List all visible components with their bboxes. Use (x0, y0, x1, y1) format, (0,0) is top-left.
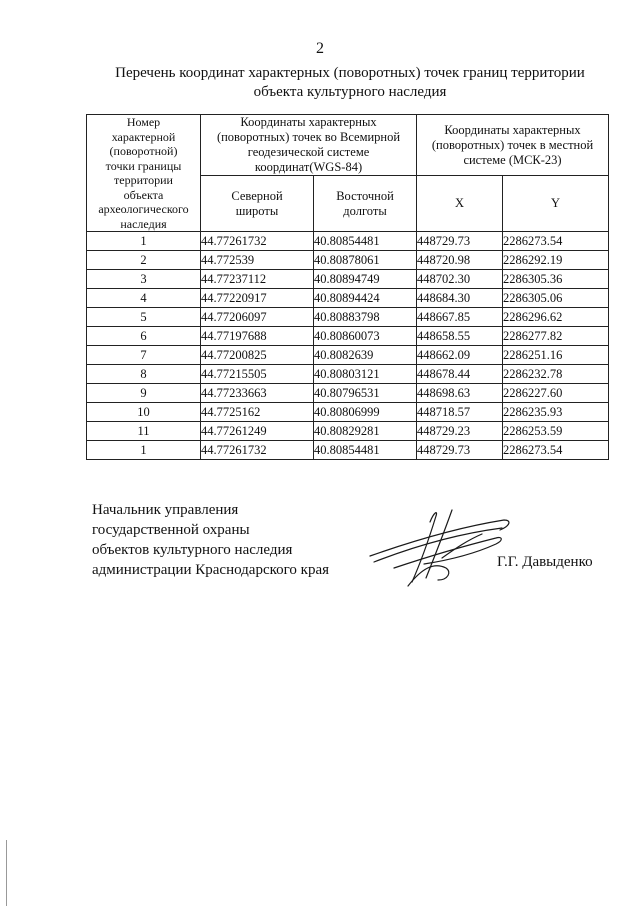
east-longitude-cell: 40.80803121 (314, 365, 417, 384)
east-longitude-cell: 40.80854481 (314, 232, 417, 251)
table-row (87, 308, 609, 327)
point-number-cell: 1 (87, 441, 201, 460)
north-latitude-cell: 44.77206097 (201, 308, 314, 327)
y-cell: 2286292.19 (503, 251, 609, 270)
y-cell: 2286277.82 (503, 327, 609, 346)
point-number-cell: 4 (87, 289, 201, 308)
table-row (87, 346, 609, 365)
east-longitude-cell: 40.80878061 (314, 251, 417, 270)
document-title (60, 64, 640, 102)
y-cell: 2286227.60 (503, 384, 609, 403)
table-row (87, 441, 609, 460)
x-cell: 448702.30 (417, 270, 503, 289)
x-cell: 448729.73 (417, 232, 503, 251)
header-wgs84-coordinates: Координаты характерных (поворотных) точек во Всемирной геодезической системе координат(WGS-84) (201, 115, 417, 176)
y-cell: 2286273.54 (503, 232, 609, 251)
x-cell: 448698.63 (417, 384, 503, 403)
east-longitude-cell: 40.80894749 (314, 270, 417, 289)
x-cell: 448667.85 (417, 308, 503, 327)
north-latitude-cell: 44.77261732 (201, 441, 314, 460)
y-cell: 2286305.36 (503, 270, 609, 289)
east-longitude-cell: 40.80883798 (314, 308, 417, 327)
x-cell: 448720.98 (417, 251, 503, 270)
header-y: Y (503, 176, 609, 232)
north-latitude-cell: 44.77261732 (201, 232, 314, 251)
north-latitude-cell: 44.7725162 (201, 403, 314, 422)
y-cell: 2286305.06 (503, 289, 609, 308)
header-msk23-coordinates: Координаты характерных (поворотных) точек в местной системе (МСК-23) (417, 115, 609, 176)
x-cell: 448662.09 (417, 346, 503, 365)
north-latitude-cell: 44.77215505 (201, 365, 314, 384)
x-cell: 448718.57 (417, 403, 503, 422)
east-longitude-cell: 40.80796531 (314, 384, 417, 403)
north-latitude-cell: 44.77237112 (201, 270, 314, 289)
point-number-cell: 8 (87, 365, 201, 384)
east-longitude-cell: 40.80860073 (314, 327, 417, 346)
position-line: Начальник управления (92, 502, 239, 518)
point-number-cell: 7 (87, 346, 201, 365)
table-row (87, 365, 609, 384)
east-longitude-cell: 40.8082639 (314, 346, 417, 365)
coordinates-table (86, 114, 609, 460)
y-cell: 2286251.16 (503, 346, 609, 365)
x-cell: 448684.30 (417, 289, 503, 308)
point-number-cell: 1 (87, 232, 201, 251)
page-number: 2 (316, 40, 324, 57)
x-cell: 448658.55 (417, 327, 503, 346)
point-number-cell: 3 (87, 270, 201, 289)
title-line-2: объекта культурного наследия (253, 84, 447, 100)
table-row (87, 289, 609, 308)
north-latitude-cell: 44.77197688 (201, 327, 314, 346)
y-cell: 2286253.59 (503, 422, 609, 441)
table-row (87, 232, 609, 251)
point-number-cell: 6 (87, 327, 201, 346)
header-x: X (417, 176, 503, 232)
header-east-longitude: Восточной долготы (314, 176, 417, 232)
east-longitude-cell: 40.80806999 (314, 403, 417, 422)
east-longitude-cell: 40.80894424 (314, 289, 417, 308)
table-row (87, 403, 609, 422)
east-longitude-cell: 40.80829281 (314, 422, 417, 441)
handwritten-signature (364, 498, 514, 598)
point-number-cell: 2 (87, 251, 201, 270)
table-row (87, 384, 609, 403)
point-number-cell: 5 (87, 308, 201, 327)
north-latitude-cell: 44.772539 (201, 251, 314, 270)
signer-name: Г.Г. Давыденко (497, 554, 593, 570)
x-cell: 448729.23 (417, 422, 503, 441)
signatory-position (92, 500, 329, 580)
x-cell: 448729.73 (417, 441, 503, 460)
east-longitude-cell: 40.80854481 (314, 441, 417, 460)
header-north-latitude: Северной широты (201, 176, 314, 232)
north-latitude-cell: 44.77261249 (201, 422, 314, 441)
north-latitude-cell: 44.77200825 (201, 346, 314, 365)
title-line-1: Перечень координат характерных (поворотных) точек границ территории (115, 65, 585, 81)
point-number-cell: 9 (87, 384, 201, 403)
point-number-cell: 11 (87, 422, 201, 441)
position-line: объектов культурного наследия (92, 542, 293, 558)
y-cell: 2286296.62 (503, 308, 609, 327)
north-latitude-cell: 44.77220917 (201, 289, 314, 308)
x-cell: 448678.44 (417, 365, 503, 384)
table-row (87, 422, 609, 441)
header-point-number: Номер характерной (поворотной) точки границы территории объекта археологического наследия (87, 115, 201, 232)
position-line: администрации Краснодарского края (92, 562, 330, 578)
point-number-cell: 10 (87, 403, 201, 422)
north-latitude-cell: 44.77233663 (201, 384, 314, 403)
y-cell: 2286235.93 (503, 403, 609, 422)
y-cell: 2286273.54 (503, 441, 609, 460)
table-row (87, 327, 609, 346)
binding-edge-line (6, 840, 7, 906)
y-cell: 2286232.78 (503, 365, 609, 384)
table-row (87, 251, 609, 270)
table-row (87, 270, 609, 289)
position-line: государственной охраны (92, 522, 250, 538)
